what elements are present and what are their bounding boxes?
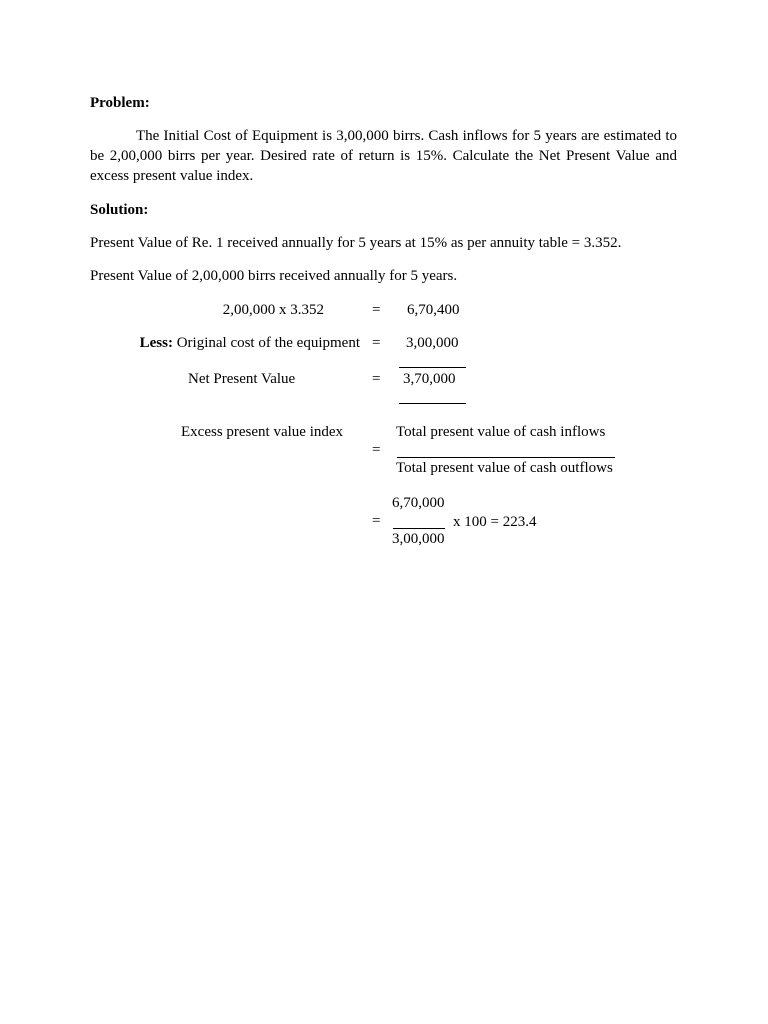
index-num-value: 6,70,000 [392, 495, 445, 511]
problem-heading: Problem: [90, 95, 150, 111]
calc-row2-label [140, 334, 360, 352]
calc-row2-equals: = [372, 335, 381, 351]
calc-row1-equals: = [372, 302, 381, 318]
calc-row3-value: 3,70,000 [403, 371, 456, 387]
calc-row1-label: 2,00,000 x 3.352 [222, 302, 324, 318]
total-rule [399, 403, 466, 404]
problem-text: The Initial Cost of Equipment is 3,00,000 birrs. Cash inflows for 5 years are estimated to be 2,00,000 birrs per year. Desired rate of return is 15%. Calculate the Net Present Value and excess present value index. [90, 128, 677, 184]
index-den-value: 3,00,000 [392, 531, 445, 547]
index-value-fraction-bar [393, 528, 445, 529]
index-equals-1: = [372, 442, 381, 458]
index-result: x 100 = 223.4 [453, 514, 537, 530]
index-equals-2: = [372, 513, 381, 529]
index-denominator: Total present value of cash outflows [396, 460, 613, 476]
less-prefix: Less: [139, 335, 173, 351]
calc-row2-value: 3,00,000 [406, 335, 459, 351]
solution-heading: Solution: [90, 202, 149, 218]
index-fraction-bar [397, 457, 615, 458]
subtotal-rule [399, 367, 466, 368]
calc-row3-label: Net Present Value [188, 371, 296, 387]
calc-row1-value: 6,70,400 [407, 302, 460, 318]
index-numerator: Total present value of cash inflows [396, 424, 606, 440]
calc-row2-text: Original cost of the equipment [172, 335, 360, 351]
annuity-line: Present Value of Re. 1 received annually for 5 years at 15% as per annuity table = 3.352. [90, 235, 622, 251]
index-label: Excess present value index [181, 424, 344, 440]
calc-row3-equals: = [372, 371, 381, 387]
present-value-line: Present Value of 2,00,000 birrs received annually for 5 years. [90, 268, 458, 284]
